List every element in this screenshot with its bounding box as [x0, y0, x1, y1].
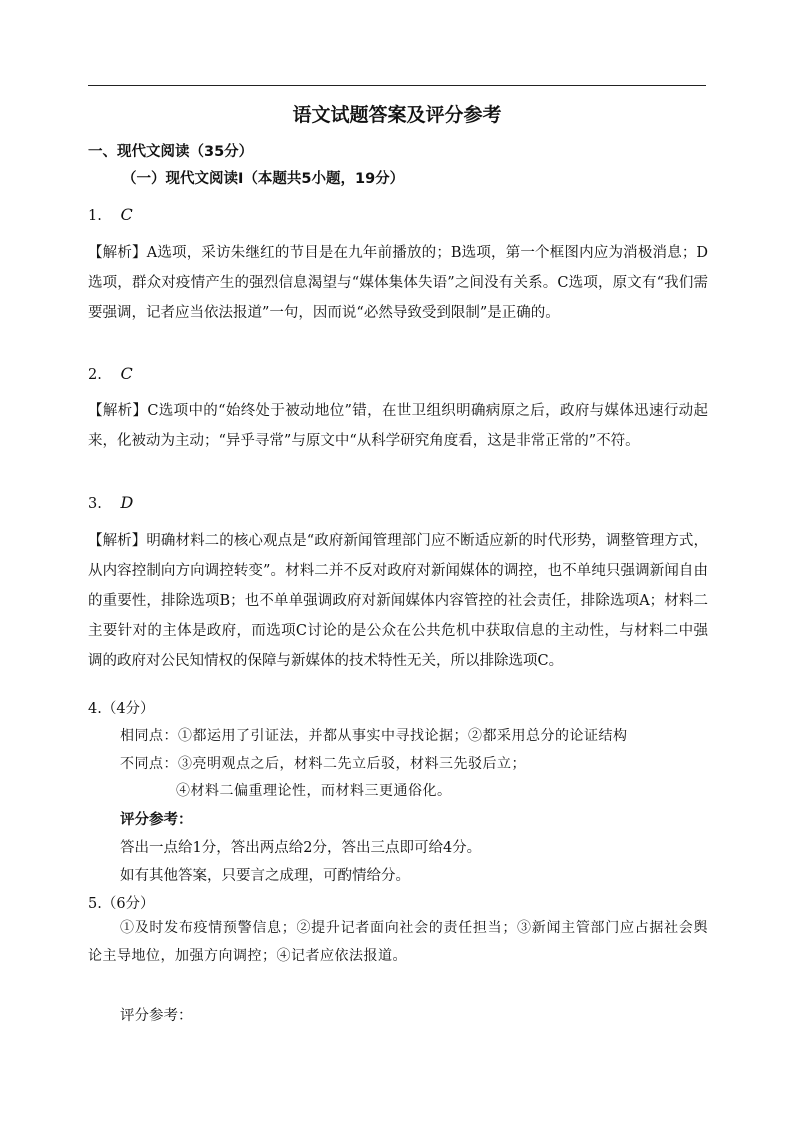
question-answer: D — [120, 493, 134, 512]
question-2-analysis: 【解析】C选项中的“始终处于被动地位”错，在世卫组织明确病原之后，政府与媒体迅速行动起来，化被动为主动；“异乎寻常”与原文中“从科学研究角度看，这是非常正常的”不符。 — [88, 403, 708, 449]
question-answer: C — [120, 364, 133, 383]
question-5-score-title: 评分参考： — [120, 1008, 193, 1024]
question-3-analysis: 【解析】明确材料二的核心观点是“政府新闻管理部门应不断适应新的时代形势，调整管理方式，从内容控制向方向调控转变”。材料二并不反对政府对新闻媒体的调控，也不单纯只强调新闻自由的重要性，排除选项B；也不单单强调政府对新闻媒体内容管控的社会责任，排除选项A；材料二主要针对的主体是政府，而选项C讨论的是公众在公共危机中获取信息的主动性，与材料二中强调的政府对公民知情权的保障与新媒体的技术特性无关，所以排除选项C。 — [88, 533, 708, 669]
question-2 — [88, 364, 133, 383]
header-rule — [88, 85, 706, 86]
question-4-score-1: 答出一点给1分，答出两点给2分，答出三点即可给4分。 — [120, 840, 482, 856]
question-4-same: 相同点：①都运用了引证法，并都从事实中寻找论据；②都采用总分的论证结构 — [120, 728, 628, 744]
question-3 — [88, 493, 133, 512]
question-answer: C — [120, 205, 133, 224]
subsection-heading: （一）现代文阅读Ⅰ（本题共5小题，19分） — [122, 171, 405, 187]
question-number: 1. — [88, 208, 102, 224]
question-4-score-2: 如有其他答案，只要言之成理，可酌情给分。 — [120, 868, 410, 884]
question-4-header: 4.（4分） — [88, 701, 155, 717]
question-5-text: ①及时发布疫情预警信息；②提升记者面向社会的责任担当；③新闻主管部门应占据社会舆论主导地位，加强方向调控；④记者应依法报道。 — [88, 920, 708, 964]
question-4-score-title: 评分参考： — [120, 812, 193, 828]
question-number: 2. — [88, 367, 102, 383]
question-1 — [88, 205, 133, 224]
question-4-diff-2: ④材料二偏重理论性，而材料三更通俗化。 — [176, 783, 452, 799]
section-heading: 一、现代文阅读（35分） — [88, 144, 254, 160]
question-4-diff-1: 不同点：③亮明观点之后，材料二先立后驳，材料三先驳后立； — [120, 756, 526, 772]
question-5-header: 5.（6分） — [88, 896, 155, 912]
page-title: 语文试题答案及评分参考 — [292, 104, 502, 126]
question-number: 3. — [88, 496, 102, 512]
question-1-analysis: 【解析】A选项，采访朱继红的节目是在九年前播放的；B选项，第一个框图内应为消极消息；D选项，群众对疫情产生的强烈信息渴望与“媒体集体失语”之间没有关系。C选项，原文有“我们需要强调，记者应当依法报道”一句，因而说“必然导致受到限制”是正确的。 — [88, 245, 708, 321]
